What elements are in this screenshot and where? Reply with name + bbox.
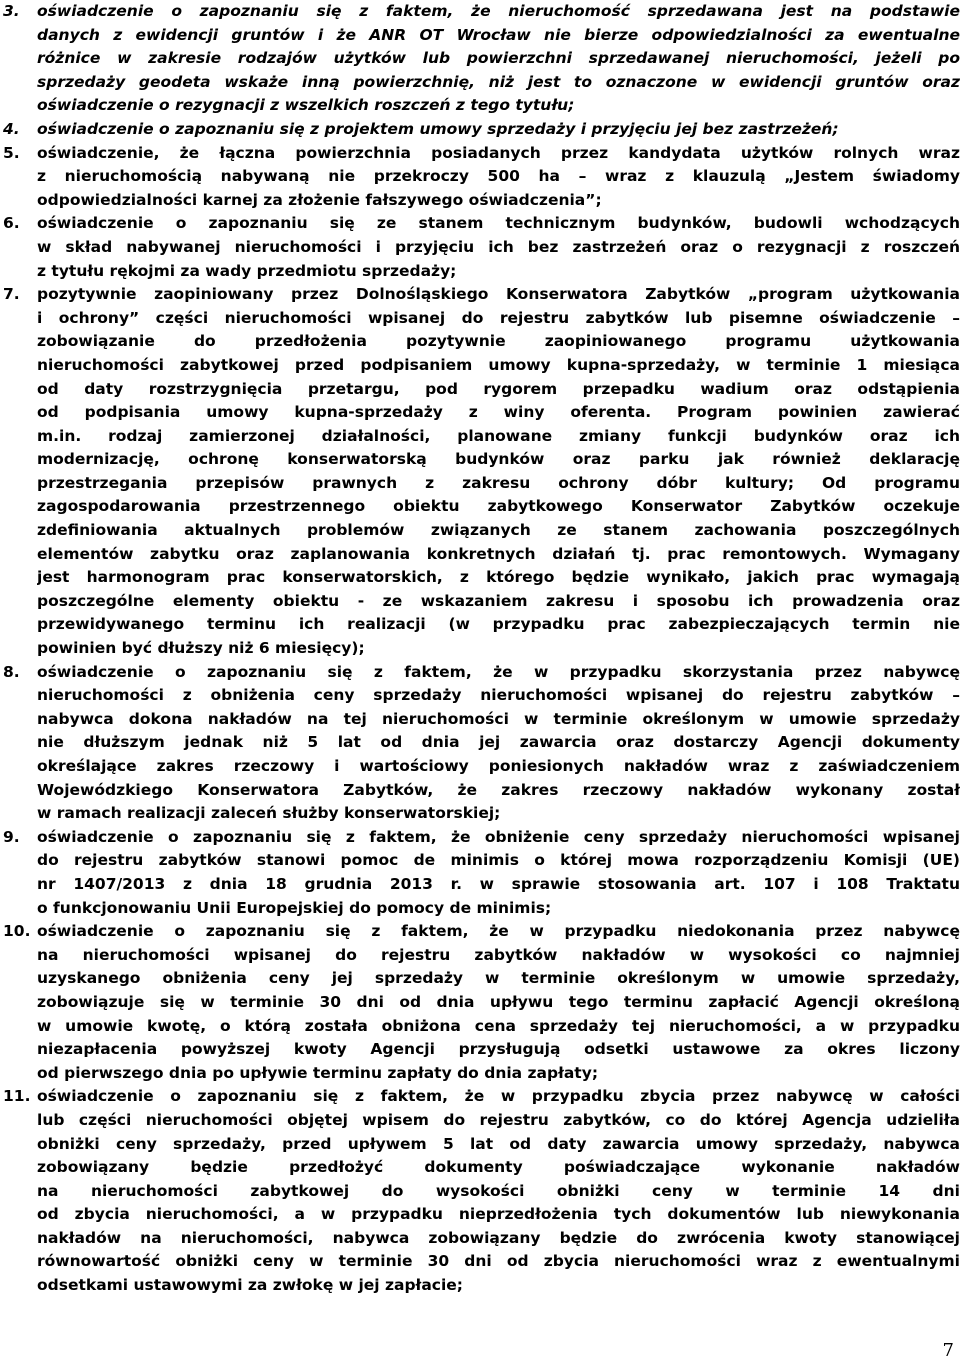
item-text-line: oświadczenie o rezygnacji z wszelkich roszczeń z tego tytułu;	[37, 96, 575, 115]
item-text-line: odsetkami ustawowymi za zwłokę w jej zapłacie;	[37, 1276, 463, 1295]
item-text-line: z nieruchomością nabywaną nie przekroczy 500 ha – wraz z klauzulą „Jestem świadomy	[37, 167, 960, 186]
item-text-line: równowartość obniżki ceny w terminie 30 dni od zbycia nieruchomości wraz z ewentualnymi	[37, 1252, 960, 1271]
item-number: 11.	[3, 1087, 31, 1106]
item-number: 3.	[3, 2, 20, 20]
item-number: 6.	[3, 214, 20, 233]
list-item	[0, 661, 960, 826]
item-text-line: w umowie kwotę, o którą została obniżona cena sprzedaży tej nieruchomości, a w przypadku	[37, 1016, 960, 1035]
item-text-line: zobowiązany będzie przedłożyć dokumenty poświadczające wykonanie nakładów	[37, 1158, 960, 1177]
item-text-line: oświadczenie o zapoznaniu się z faktem, że obniżenie ceny sprzedaży nieruchomości wpisanej	[37, 827, 960, 846]
item-text-line: zagospodarowania przestrzennego obiektu zabytkowego Konserwator Zabytków oczekuje	[37, 497, 960, 516]
item-text-line: nie dłuższym jednak niż 5 lat od dnia jej zawarcia oraz dostarczy Agencji dokumenty	[37, 733, 960, 752]
item-text-line: o funkcjonowaniu Unii Europejskiej do pomocy de minimis;	[37, 898, 552, 917]
list-item	[0, 118, 960, 142]
list-item	[0, 920, 960, 1085]
item-text-line: poszczególne elementy obiektu - ze wskazaniem zakresu i sposobu ich prowadzenia oraz	[37, 591, 960, 610]
item-text-line: odpowiedzialności karnej za złożenie fałszywego oświadczenia”;	[37, 190, 602, 209]
item-text-line: oświadczenie o zapoznaniu się z faktem, że nieruchomość sprzedawana jest na podstawie	[37, 2, 960, 20]
item-text-line: zobowiązanie do przedłożenia pozytywnie zaopiniowanego programu użytkowania	[37, 332, 960, 351]
list-item	[0, 283, 960, 661]
item-text-line: Wojewódzkiego Konserwatora Zabytków, że zakres rzeczowy nakładów wykonany został	[37, 780, 960, 799]
item-text-line: oświadczenie o zapoznaniu się z projektem umowy sprzedaży i przyjęciu jej bez zastrzeżeń;	[37, 119, 839, 138]
item-text-line: niezapłacenia powyższej kwoty Agencji przysługują odsetki ustawowe za okres liczony	[37, 1040, 960, 1059]
item-number: 7.	[3, 285, 20, 304]
item-text-line: od pierwszego dnia po upływie terminu zapłaty do dnia zapłaty;	[37, 1063, 599, 1082]
item-text-line: zdefiniowania aktualnych problemów związanych ze stanem zachowania poszczególnych	[37, 521, 960, 540]
item-text-line: oświadczenie o zapoznaniu się z faktem, że w przypadku niedokonania przez nabywcę	[37, 922, 960, 941]
item-text-line: na nieruchomości zabytkowej do wysokości obniżki ceny w terminie 14 dni	[37, 1181, 960, 1200]
item-text-line: oświadczenie o zapoznaniu się z faktem, że w przypadku zbycia przez nabywcę w całości	[37, 1087, 960, 1106]
item-text-line: zobowiązuje się w terminie 30 dni od dnia upływu tego terminu zapłacić Agencji określoną	[37, 992, 960, 1011]
item-text-line: od zbycia nieruchomości, a w przypadku nieprzedłożenia tych dokumentów lub niewykonania	[37, 1205, 960, 1224]
item-text-line: w skład nabywanej nieruchomości i przyjęciu ich bez zastrzeżeń oraz o rezygnacji z roszczeń	[37, 237, 960, 256]
item-text-line: sprzedaży geodeta wskaże inną powierzchnię, niż jest to oznaczone w ewidencji gruntów oraz	[37, 72, 960, 91]
item-text-line: nieruchomości zabytkowej przed podpisaniem umowy kupna-sprzedaży, w terminie 1 miesiąca	[37, 355, 960, 374]
list-item	[0, 142, 960, 213]
item-text-line: danych z ewidencji gruntów i że ANR OT Wrocław nie bierze odpowiedzialności za ewentualne	[37, 25, 960, 44]
item-text-line: określające zakres rzeczowy i wartościowy poniesionych nakładów wraz z zaświadczeniem	[37, 757, 960, 775]
item-text-line: przewidywanego terminu ich realizacji (w przypadku prac zabezpieczających termin nie	[37, 615, 960, 634]
item-text-line: uzyskanego obniżenia ceny jej sprzedaży w terminie określonym w umowie sprzedaży,	[37, 969, 960, 988]
page-number: 7	[942, 1340, 954, 1361]
item-text-line: powinien być dłuższy niż 6 miesięcy);	[37, 639, 365, 658]
item-text-line: na nieruchomości wpisanej do rejestru zabytków nakładów w wysokości co najmniej	[37, 945, 960, 964]
item-text-line: do rejestru zabytków stanowi pomoc de minimis o której mowa rozporządzeniu Komisji (UE)	[37, 851, 960, 870]
item-text-line: w ramach realizacji zaleceń służby konserwatorskiej;	[37, 804, 501, 823]
list-item	[0, 826, 960, 920]
item-number: 5.	[3, 143, 20, 162]
item-number: 4.	[3, 119, 20, 138]
list-item	[0, 212, 960, 283]
item-text-line: elementów zabytku oraz zaplanowania konkretnych działań tj. prac remontowych. Wymagany	[37, 544, 960, 563]
item-text-line: nabywca dokona nakładów na tej nieruchomości w terminie określonym w umowie sprzedaży	[37, 709, 960, 728]
item-text-line: modernizację, ochronę konserwatorską budynków oraz parku jak również deklarację	[37, 450, 960, 469]
item-text-line: m.in. rodzaj zamierzonej działalności, planowane zmiany funkcji budynków oraz ich	[37, 426, 960, 445]
item-text-line: z tytułu rękojmi za wady przedmiotu sprzedaży;	[37, 261, 457, 280]
item-number: 9.	[3, 827, 20, 846]
item-number: 10.	[3, 922, 31, 941]
item-text-line: od daty rozstrzygnięcia przetargu, pod rygorem przepadku wadium oraz odstąpienia	[37, 379, 960, 398]
list-item	[0, 1085, 960, 1297]
item-text-line: nakładów na nieruchomości, nabywca zobowiązany będzie do zwrócenia kwoty stanowiącej	[37, 1228, 960, 1247]
item-text-line: różnice w zakresie rodzajów użytków lub powierzchni sprzedawanej nieruchomości, jeżeli po	[37, 49, 960, 68]
item-text-line: nr 1407/2013 z dnia 18 grudnia 2013 r. w sprawie stosowania art. 107 i 108 Traktatu	[37, 874, 960, 893]
list-item	[0, 0, 960, 118]
item-text-line: od podpisania umowy kupna-sprzedaży z winy oferenta. Program powinien zawierać	[37, 403, 960, 422]
item-text-line: oświadczenie, że łączna powierzchnia posiadanych przez kandydata użytków rolnych wraz	[37, 143, 960, 162]
item-text-line: lub części nieruchomości objętej wpisem do rejestru zabytków, co do której Agencja udzieliła	[37, 1110, 960, 1129]
item-text-line: i ochrony” części nieruchomości wpisanej do rejestru zabytków lub pisemne oświadczenie –	[37, 308, 960, 327]
item-text-line: pozytywnie zaopiniowany przez Dolnośląskiego Konserwatora Zabytków „program użytkowania	[37, 285, 960, 304]
item-text-line: oświadczenie o zapoznaniu się z faktem, że w przypadku skorzystania przez nabywcę	[37, 662, 960, 681]
item-number: 8.	[3, 662, 20, 681]
item-text-line: oświadczenie o zapoznaniu się ze stanem technicznym budynków, budowli wchodzących	[37, 214, 960, 233]
item-text-line: obniżki ceny sprzedaży, przed upływem 5 lat od daty zawarcia umowy sprzedaży, nabywca	[37, 1134, 960, 1153]
item-text-line: jest harmonogram prac konserwatorskich, z którego będzie wynikało, jakich prac wymagają	[37, 568, 960, 587]
item-text-line: przestrzegania przepisów prawnych z zakresu ochrony dóbr kultury; Od programu	[37, 473, 960, 492]
item-text-line: nieruchomości z obniżenia ceny sprzedaży nieruchomości wpisanej do rejestru zabytków –	[37, 686, 960, 705]
